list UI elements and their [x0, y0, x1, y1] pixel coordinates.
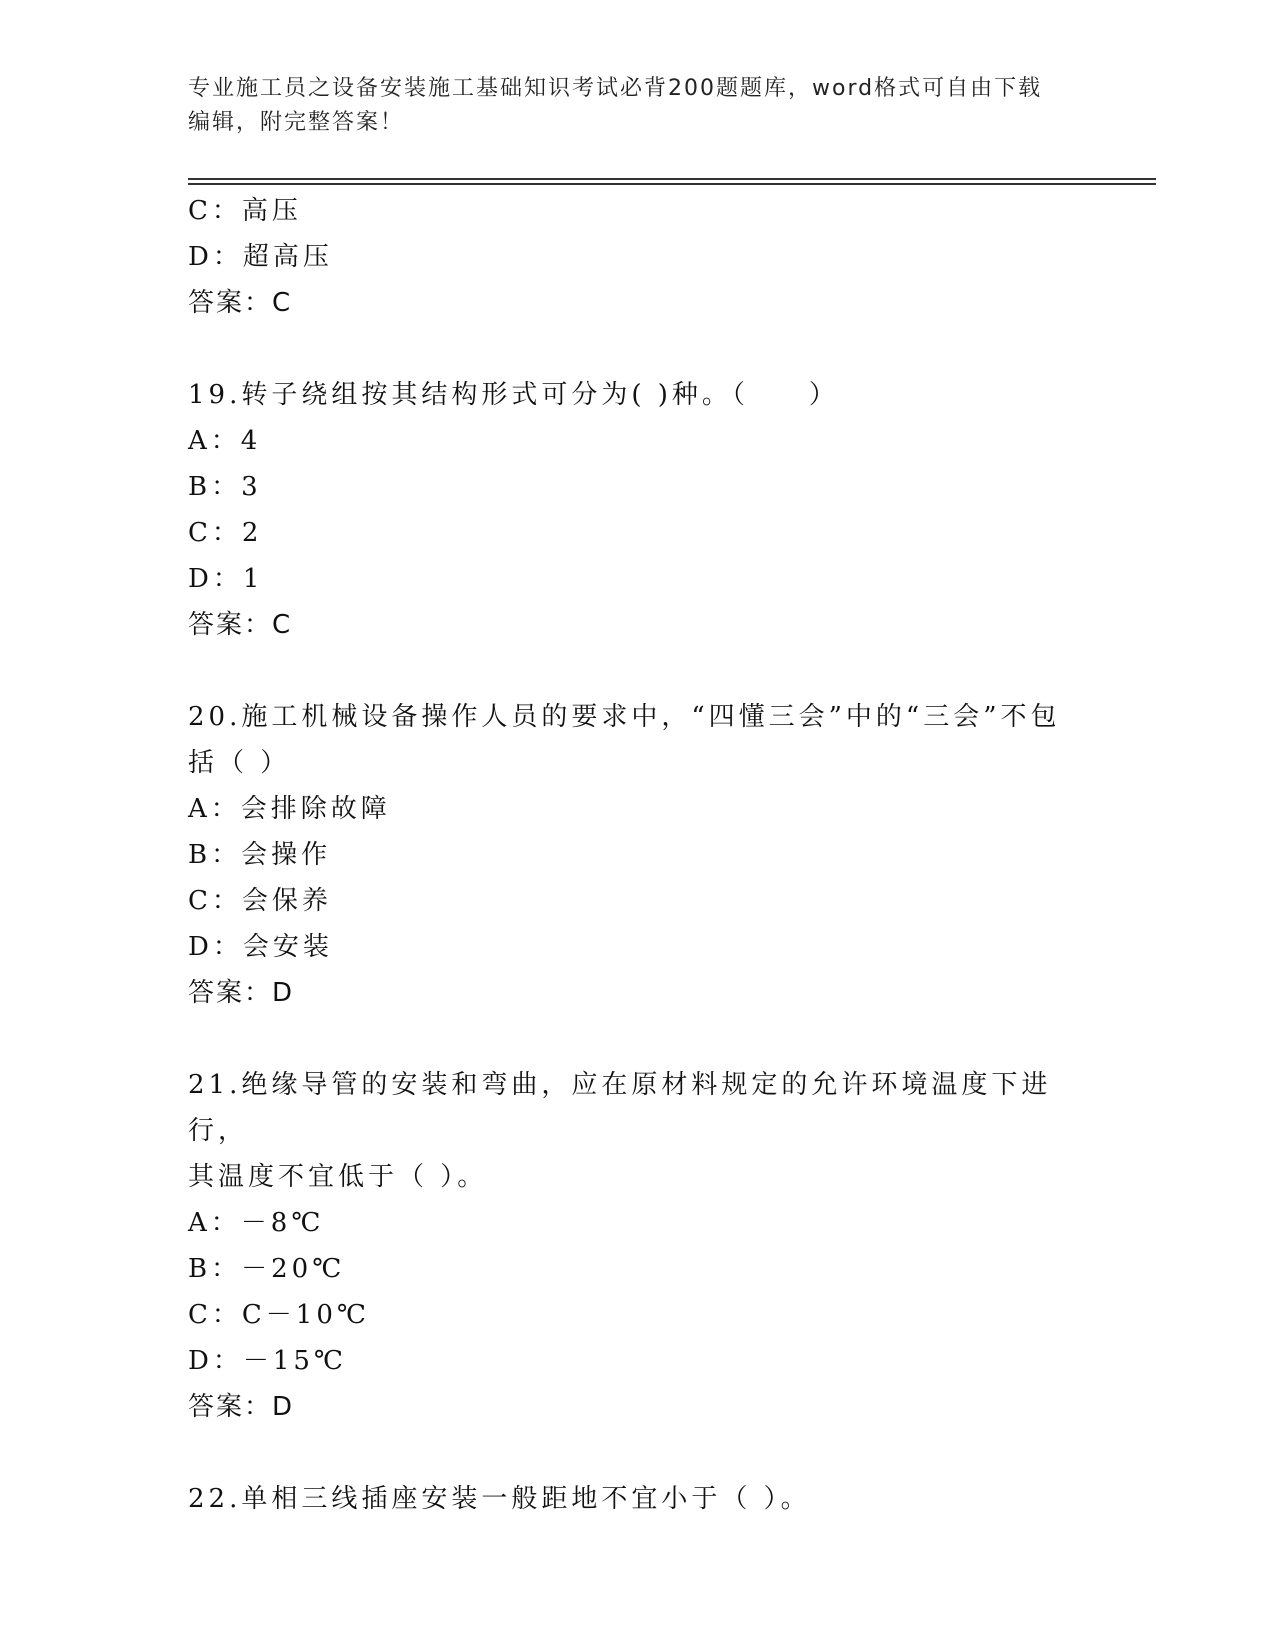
question-text: 22.单相三线插座安装一般距地不宜小于（ ）。 — [188, 1484, 811, 1514]
answer-line: 答案：C — [188, 610, 293, 640]
question-text-line-2: 其温度不宜低于（ ）。 — [188, 1162, 488, 1192]
option-a: A：4 — [188, 426, 262, 456]
answer-line: 答案：D — [188, 978, 295, 1008]
header-divider-bottom — [188, 183, 1156, 185]
header-title-line-2: 编辑，附完整答案！ — [188, 110, 405, 135]
question-text-line-2: 括（ ） — [188, 748, 291, 778]
question-text-line-1: 21.绝缘导管的安装和弯曲，应在原材料规定的允许环境温度下进行， — [188, 1070, 1052, 1146]
header-title-line-1: 专业施工员之设备安装施工基础知识考试必背200题题库，word格式可自由下载 — [188, 76, 1043, 101]
question-21 — [188, 1062, 1088, 1430]
question-19 — [188, 372, 1088, 648]
option-d: D：1 — [188, 564, 264, 594]
option-b: B：会操作 — [188, 840, 332, 870]
option-c: C：2 — [188, 518, 263, 548]
question-list — [188, 188, 1088, 1522]
question-text-line-1: 20.施工机械设备操作人员的要求中，“四懂三会”中的“三会”不包 — [188, 702, 1061, 732]
question-22 — [188, 1476, 1088, 1522]
option-c: C：会保养 — [188, 886, 332, 916]
question-18-tail — [188, 188, 1088, 326]
answer-line: 答案：D — [188, 1392, 295, 1422]
option-d: D：超高压 — [188, 242, 333, 272]
header-divider-top — [188, 178, 1156, 180]
option-c: C：C－10℃ — [188, 1300, 370, 1330]
option-a: A：－8℃ — [188, 1208, 325, 1238]
option-b: B：－20℃ — [188, 1254, 346, 1284]
option-c: C：高压 — [188, 196, 302, 226]
answer-line: 答案：C — [188, 288, 293, 318]
document-header — [188, 72, 1068, 140]
option-a: A：会排除故障 — [188, 794, 391, 824]
option-b: B：3 — [188, 472, 262, 502]
option-d: D：－15℃ — [188, 1346, 348, 1376]
question-20 — [188, 694, 1088, 1016]
option-d: D：会安装 — [188, 932, 333, 962]
question-text: 19.转子绕组按其结构形式可分为( )种。（ ） — [188, 380, 839, 410]
